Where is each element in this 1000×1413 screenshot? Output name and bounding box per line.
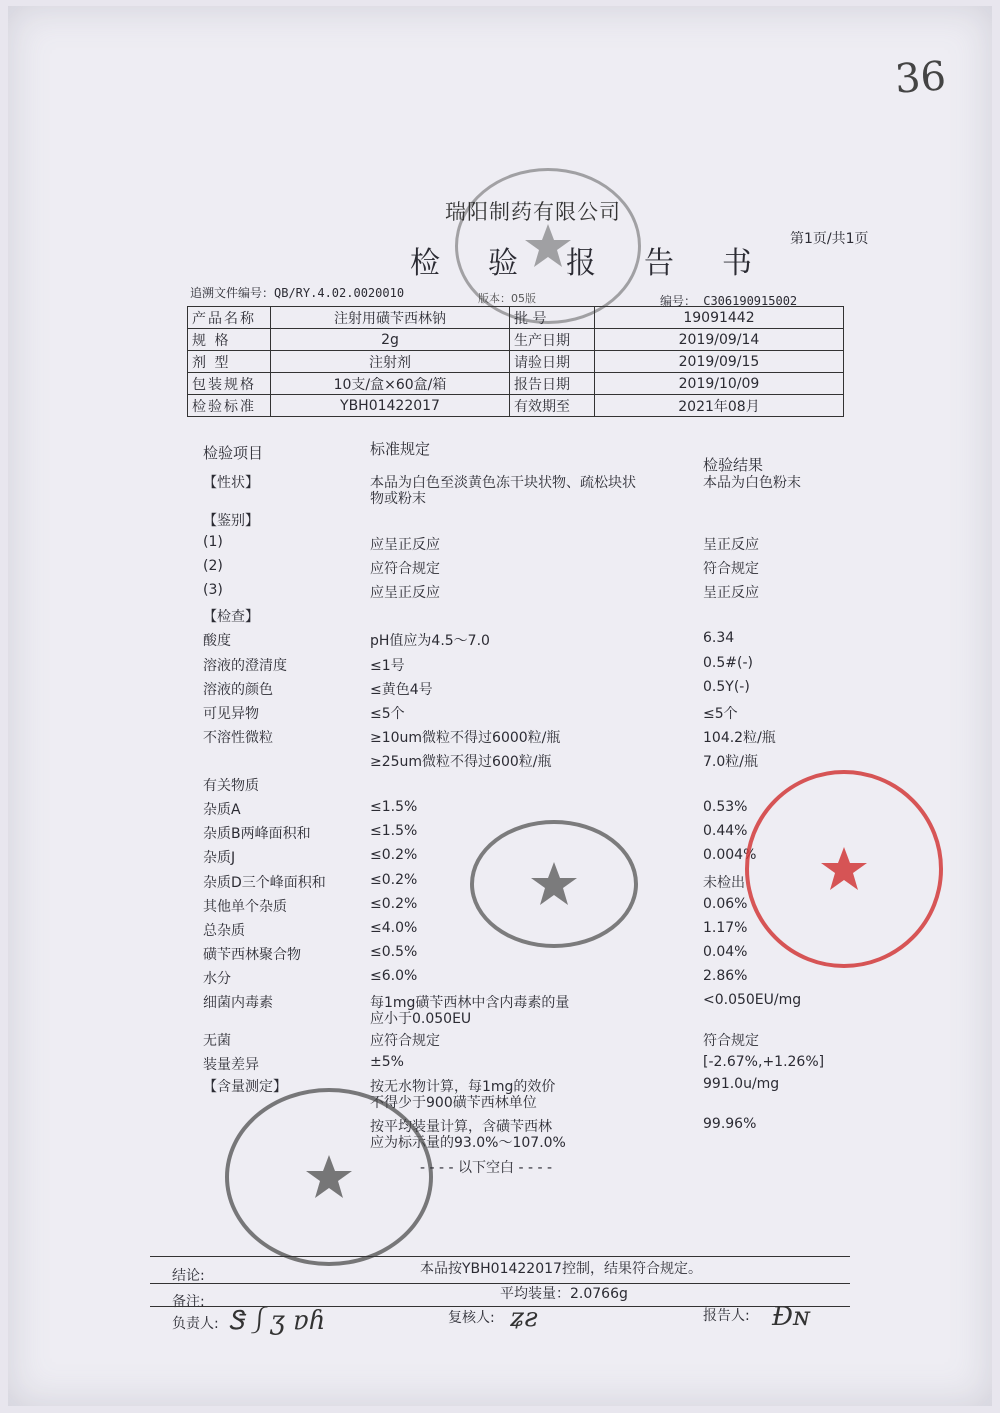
inspection-item: 装量差异 xyxy=(203,1057,259,1073)
conclusion-text: 本品按YBH01422017控制，结果符合规定。 xyxy=(420,1261,702,1277)
table-row xyxy=(188,307,844,329)
inspection-standard: 按无水物计算，每1mg的效价 xyxy=(370,1079,556,1095)
inspection-item: 【鉴别】 xyxy=(203,513,259,529)
inspection-standard: ≤0.5% xyxy=(370,944,418,960)
table-row xyxy=(188,373,844,395)
reporter-signature: Ɖɴ xyxy=(772,1302,810,1332)
inspection-item: (3) xyxy=(203,582,223,598)
inspection-item: 不溶性微粒 xyxy=(203,730,273,746)
inspection-standard: pH值应为4.5～7.0 xyxy=(370,633,490,649)
inspection-item: 杂质D三个峰面积和 xyxy=(203,875,326,891)
info-label: 规 格 xyxy=(188,329,271,351)
title-char: 验 xyxy=(488,246,520,281)
inspection-item: 其他单个杂质 xyxy=(203,899,287,915)
info-value: 注射剂 xyxy=(271,351,510,373)
report-serial: 编号： C306190915002 xyxy=(660,294,798,308)
company-inspection-stamp xyxy=(470,820,638,948)
star-icon xyxy=(819,844,869,894)
inspection-standard: 按平均装量计算，含磺苄西林 xyxy=(370,1119,552,1135)
inspection-result: 0.04% xyxy=(703,944,748,960)
inspection-standard: 物或粉末 xyxy=(370,491,426,507)
inspection-result: 呈正反应 xyxy=(703,585,759,601)
inspection-item: (2) xyxy=(203,558,223,574)
reviewer-signature: ʑƨ xyxy=(510,1303,538,1333)
table-row xyxy=(188,395,844,417)
info-value: YBH01422017 xyxy=(271,395,510,417)
inspection-item: 【检查】 xyxy=(203,609,259,625)
title-char: 告 xyxy=(644,246,676,281)
info-label: 批 号 xyxy=(510,307,595,329)
inspection-standard: 应符合规定 xyxy=(370,561,440,577)
inspection-standard: ≤1号 xyxy=(370,658,405,674)
inspection-result: 2.86% xyxy=(703,968,748,984)
inspection-result: <0.050EU/mg xyxy=(703,992,802,1008)
inspection-result: 呈正反应 xyxy=(703,537,759,553)
inspection-standard: 应呈正反应 xyxy=(370,537,440,553)
header-standard: 标准规定 xyxy=(370,440,431,458)
inspection-standard: ≤0.2% xyxy=(370,896,418,912)
info-label: 请验日期 xyxy=(510,351,595,373)
info-label: 检验标准 xyxy=(188,395,271,417)
inspection-item: 水分 xyxy=(203,971,231,987)
inspection-item: 细菌内毒素 xyxy=(203,995,273,1011)
inspection-result: [-2.67%,+1.26%] xyxy=(703,1054,825,1070)
inspection-result: 0.06% xyxy=(703,896,748,912)
responsible-signature: Ꮥ⎰ʒ ɐɦ xyxy=(228,1306,326,1336)
inspection-result: 0.5#(-) xyxy=(703,655,753,671)
inspection-item: 溶液的澄清度 xyxy=(203,658,287,674)
title-char: 检 xyxy=(410,246,442,281)
inspection-result: 符合规定 xyxy=(703,1033,759,1049)
quality-management-stamp xyxy=(225,1088,433,1266)
inspection-item: 有关物质 xyxy=(203,778,259,794)
reporter-label: 报告人: xyxy=(703,1308,750,1324)
inspection-result: 0.44% xyxy=(703,823,748,839)
info-value: 2019/09/15 xyxy=(595,351,844,373)
info-label: 有效期至 xyxy=(510,395,595,417)
inspection-standard: ≤6.0% xyxy=(370,968,418,984)
inspection-result: 0.5Y(-) xyxy=(703,679,750,695)
inspection-standard: ≤1.5% xyxy=(370,823,418,839)
inspection-standard: 应呈正反应 xyxy=(370,585,440,601)
info-value: 10支/盒×60盒/箱 xyxy=(271,373,510,395)
title-char: 书 xyxy=(722,246,754,281)
inspection-item: 【含量测定】 xyxy=(203,1079,287,1095)
inspection-standard: ≤4.0% xyxy=(370,920,418,936)
info-value: 19091442 xyxy=(595,307,844,329)
table-row xyxy=(188,351,844,373)
inspection-item: 【性状】 xyxy=(203,475,259,491)
inspection-result: 6.34 xyxy=(703,630,735,646)
inspection-item: (1) xyxy=(203,534,223,550)
inspection-standard: ≤1.5% xyxy=(370,799,418,815)
star-icon xyxy=(529,859,579,909)
info-value: 2g xyxy=(271,329,510,351)
document-title xyxy=(410,238,800,282)
inspection-standard: ≤黄色4号 xyxy=(370,682,433,698)
handwritten-page-number: 36 xyxy=(893,53,948,103)
conclusion-label: 结论: xyxy=(172,1268,205,1284)
remark-text: 平均装量：2.0766g xyxy=(500,1286,628,1302)
inspection-result: 未检出 xyxy=(703,875,745,891)
page-indicator: 第1页/共1页 xyxy=(790,231,869,247)
inspection-standard: 不得少于900磺苄西林单位 xyxy=(370,1095,537,1111)
info-value: 注射用磺苄西林钠 xyxy=(271,307,510,329)
inspection-standard: ±5% xyxy=(370,1054,404,1070)
inspection-result: 本品为白色粉末 xyxy=(703,475,801,491)
inspection-item: 磺苄西林聚合物 xyxy=(203,947,301,963)
inspection-standard: ≤5个 xyxy=(370,706,405,722)
inspection-result: 0.53% xyxy=(703,799,748,815)
inspection-item: 无菌 xyxy=(203,1033,231,1049)
info-label: 包装规格 xyxy=(188,373,271,395)
star-icon xyxy=(304,1152,354,1202)
blank-below-note: - - - - 以下空白 - - - - xyxy=(420,1160,553,1176)
inspection-item: 可见异物 xyxy=(203,706,259,722)
inspection-standard: ≤0.2% xyxy=(370,847,418,863)
inspection-result: 104.2粒/瓶 xyxy=(703,730,776,746)
info-label: 报告日期 xyxy=(510,373,595,395)
table-row xyxy=(188,329,844,351)
inspection-result: ≤5个 xyxy=(703,706,738,722)
inspection-result: 符合规定 xyxy=(703,561,759,577)
inspection-result: 1.17% xyxy=(703,920,748,936)
inspection-standard: ≥10um微粒不得过6000粒/瓶 xyxy=(370,730,561,746)
info-value: 2019/10/09 xyxy=(595,373,844,395)
divider xyxy=(150,1256,850,1257)
product-info-table xyxy=(187,306,844,417)
header-item: 检验项目 xyxy=(203,444,264,462)
inspection-result: 7.0粒/瓶 xyxy=(703,754,758,770)
info-label: 产品名称 xyxy=(188,307,271,329)
inspection-item: 总杂质 xyxy=(203,923,245,939)
info-value: 2021年08月 xyxy=(595,395,844,417)
reviewer-label: 复核人: xyxy=(448,1310,495,1326)
inspection-item: 杂质B两峰面积和 xyxy=(203,826,311,842)
company-name: 瑞阳制药有限公司 xyxy=(445,200,621,224)
inspection-item: 杂质J xyxy=(203,850,236,866)
inspection-item: 溶液的颜色 xyxy=(203,682,273,698)
inspection-item: 酸度 xyxy=(203,633,231,649)
edition: 版本：05版 xyxy=(478,292,536,305)
inspection-standard: 应为标示量的93.0%～107.0% xyxy=(370,1135,566,1151)
inspection-item: 杂质A xyxy=(203,802,241,818)
responsible-label: 负责人: xyxy=(172,1316,219,1332)
info-label: 剂 型 xyxy=(188,351,271,373)
remark-label: 备注: xyxy=(172,1294,205,1310)
info-value: 2019/09/14 xyxy=(595,329,844,351)
inspection-result: 991.0u/mg xyxy=(703,1076,780,1092)
trace-number: 追溯文件编号：QB/RY.4.02.0020010 xyxy=(190,286,405,300)
info-label: 生产日期 xyxy=(510,329,595,351)
inspection-standard: 每1mg磺苄西林中含内毒素的量 xyxy=(370,995,570,1011)
inspection-standard: 应小于0.050EU xyxy=(370,1011,472,1027)
inspection-standard: ≤0.2% xyxy=(370,872,418,888)
inspection-standard: 本品为白色至淡黄色冻干块状物、疏松块状 xyxy=(370,475,636,491)
inspection-result: 99.96% xyxy=(703,1116,757,1132)
red-quality-stamp xyxy=(745,770,943,968)
title-char: 报 xyxy=(566,246,598,281)
inspection-standard: ≥25um微粒不得过600粒/瓶 xyxy=(370,754,552,770)
header-result: 检验结果 xyxy=(703,456,764,474)
inspection-result: 0.004% xyxy=(703,847,757,863)
inspection-standard: 应符合规定 xyxy=(370,1033,440,1049)
